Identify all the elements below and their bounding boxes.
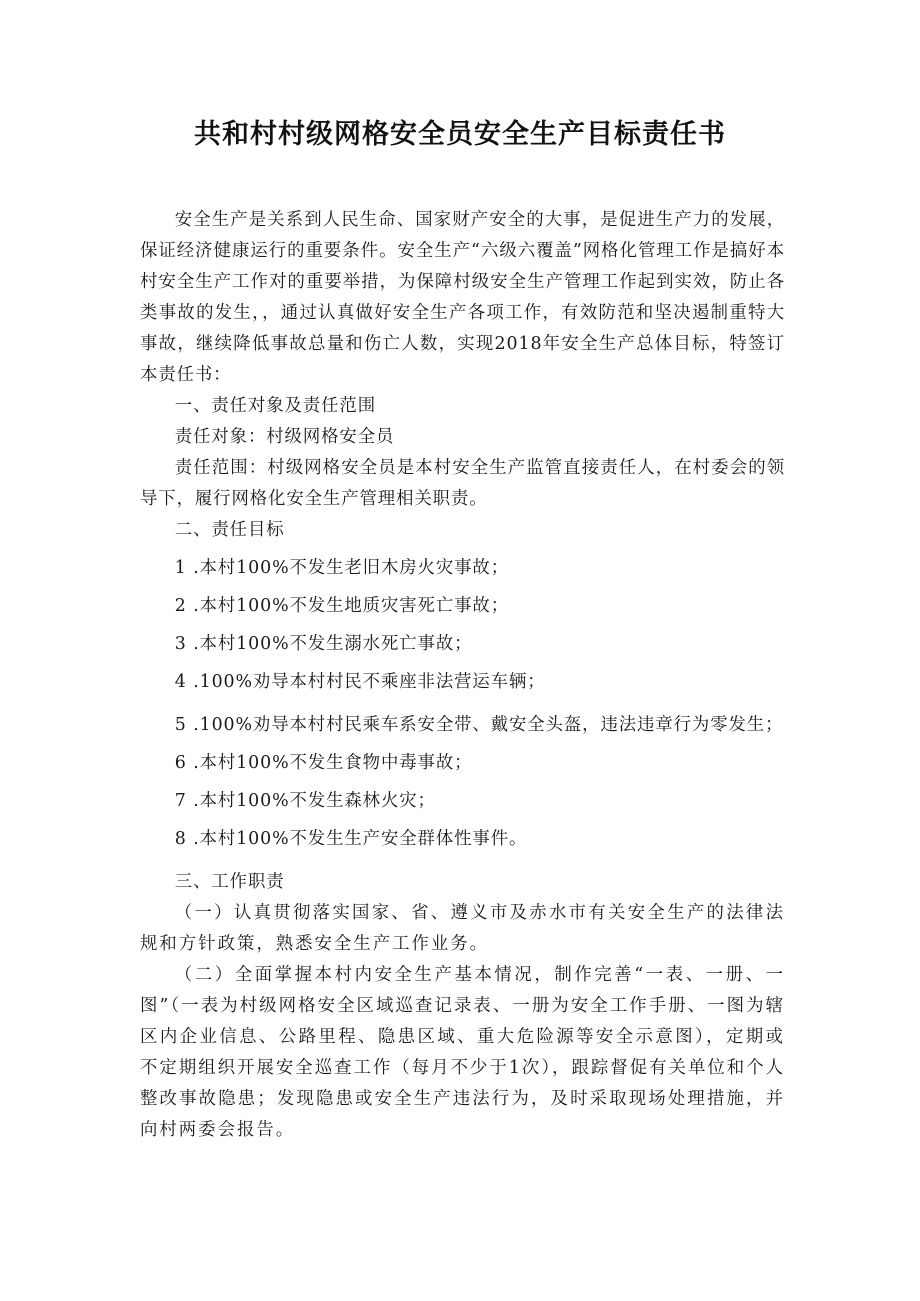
goal-item: 3 .本村100%不发生溺水死亡事故； xyxy=(174,634,473,654)
document-body xyxy=(140,205,785,1146)
responsibility-scope: 责任范围：村级网格安全员是本村安全生产监管直接责任人，在村委会的领导下，履行网格化安全生产管理相关职责。 xyxy=(140,458,785,509)
goal-item: 8 .本村100%不发生生产安全群体性事件。 xyxy=(174,829,528,849)
intro-paragraph: 安全生产是关系到人民生命、国家财产安全的大事，是促进生产力的发展，保证经济健康运行的重要条件。安全生产“六级六覆盖”网格化管理工作是搞好本村安全生产工作对的重要举措，为保障村级安全生产管理工作起到实效，防止各类事故的发生，，通过认真做好安全生产各项工作，有效防范和坚决遏制重特大事故，继续降低事故总量和伤亡人数，实现2018年安全生产总体目标，特签订本责任书： xyxy=(140,210,785,385)
goal-item: 1 .本村100%不发生老旧木房火灾事故； xyxy=(174,558,510,578)
section-1-heading: 一、责任对象及责任范围 xyxy=(174,396,376,416)
section-3-heading: 三、工作职责 xyxy=(174,872,285,892)
duty-paragraph: （二）全面掌握本村内安全生产基本情况，制作完善“一表、一册、一图”（一表为村级网格安全区域巡查记录表、一册为安全工作手册、一图为辖区内企业信息、公路里程、隐患区域、重大危险源等安全示意图），定期或不定期组织开展安全巡查工作（每月不少于1次），跟踪督促有关单位和个人整改事故隐患；发现隐患或安全生产违法行为，及时采取现场处理措施，并向村两委会报告。 xyxy=(140,965,785,1140)
responsibility-object: 责任对象：村级网格安全员 xyxy=(174,427,395,447)
duty-paragraph: （一）认真贯彻落实国家、省、遵义市及赤水市有关安全生产的法律法规和方针政策，熟悉安全生产工作业务。 xyxy=(140,903,785,954)
goal-item: 4 .100%劝导本村村民不乘座非法营运车辆； xyxy=(174,672,546,692)
document-title: 共和村村级网格安全员安全生产目标责任书 xyxy=(194,119,726,150)
goal-item: 2 .本村100%不发生地质灾害死亡事故； xyxy=(174,596,510,616)
goal-item: 7 .本村100%不发生森林火灾； xyxy=(174,791,436,811)
section-2-heading: 二、责任目标 xyxy=(174,520,285,540)
goal-item: 5 .100%劝导本村村民乘车系安全带、戴安全头盔，违法违章行为零发生； xyxy=(174,715,784,735)
goal-item: 6 .本村100%不发生食物中毒事故； xyxy=(174,753,473,773)
